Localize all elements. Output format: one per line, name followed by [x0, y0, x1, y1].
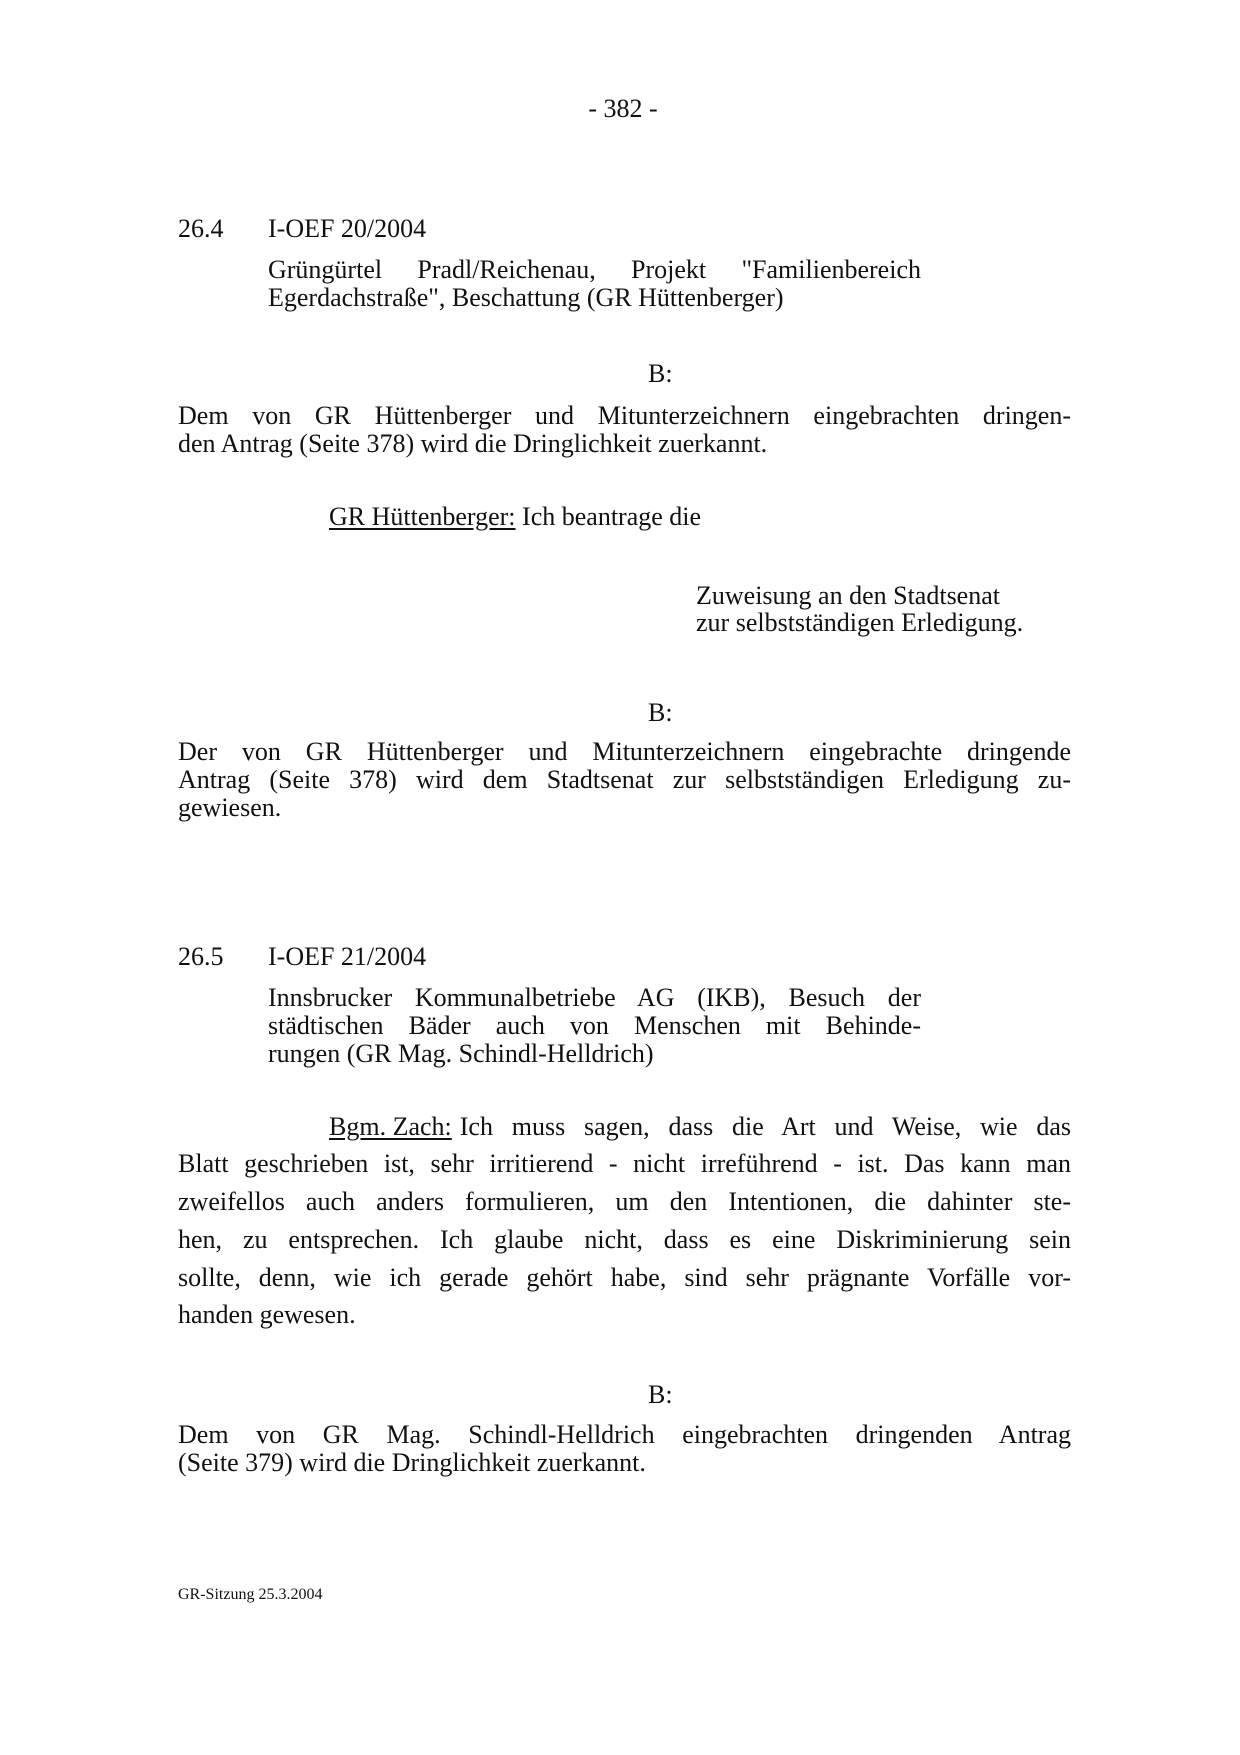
section-ref: I-OEF 21/2004 [268, 942, 427, 971]
section-ref: I-OEF 20/2004 [268, 214, 427, 243]
speaker-statement [329, 1113, 1071, 1141]
section-title-line: städtischen Bäder auch von Menschen mit Behinde- [268, 1011, 921, 1040]
speech-text: Ich beantrage die [522, 502, 702, 531]
section-title-line: Egerdachstraße", Beschattung (GR Hüttenberger) [268, 283, 784, 312]
decision-text-line: den Antrag (Seite 378) wird die Dringlichkeit zuerkannt. [178, 429, 768, 458]
decision-text-line: Antrag (Seite 378) wird dem Stadtsenat zur selbstständigen Erledigung zu- [178, 765, 1071, 794]
decision-label: B: [648, 698, 673, 727]
speech-text-line: Ich muss sagen, dass die Art und Weise, wie das [459, 1112, 1071, 1141]
decision-text-line: (Seite 379) wird die Dringlichkeit zuerkannt. [178, 1448, 646, 1477]
speech-text-line: zweifellos auch anders formulieren, um den Intentionen, die dahinter ste- [178, 1187, 1071, 1216]
section-title-line: rungen (GR Mag. Schindl-Helldrich) [268, 1039, 654, 1068]
speaker-statement [329, 503, 701, 531]
speech-text-line: handen gewesen. [178, 1300, 356, 1329]
section-number: 26.4 [178, 214, 224, 243]
speaker-name: GR Hüttenberger: [329, 502, 516, 531]
footer: GR-Sitzung 25.3.2004 [178, 1586, 323, 1603]
speaker-name: Bgm. Zach: [329, 1112, 452, 1141]
section-number: 26.5 [178, 942, 224, 971]
decision-text-line: gewiesen. [178, 793, 282, 822]
decision-text-line: Dem von GR Mag. Schindl-Helldrich eingebrachten dringenden Antrag [178, 1420, 1071, 1449]
page-number: - 382 - [588, 94, 658, 123]
decision-label: B: [648, 359, 673, 388]
speech-text-line: Blatt geschrieben ist, sehr irritierend - nicht irreführend - ist. Das kann man [178, 1149, 1071, 1178]
decision-text-line: Dem von GR Hüttenberger und Mitunterzeichnern eingebrachten dringen- [178, 401, 1071, 430]
speech-text-line: sollte, denn, wie ich gerade gehört habe, sind sehr prägnante Vorfälle vor- [178, 1263, 1071, 1292]
decision-text-line: Der von GR Hüttenberger und Mitunterzeichnern eingebrachte dringende [178, 737, 1071, 766]
section-title-line: Innsbrucker Kommunalbetriebe AG (IKB), Besuch der [268, 983, 921, 1012]
speech-text-line: hen, zu entsprechen. Ich glaube nicht, dass es eine Diskriminierung sein [178, 1225, 1071, 1254]
motion-line: zur selbstständigen Erledigung. [696, 608, 1024, 637]
motion-line: Zuweisung an den Stadtsenat [696, 581, 1000, 610]
section-title-line: Grüngürtel Pradl/Reichenau, Projekt "Familienbereich [268, 255, 921, 284]
decision-label: B: [648, 1380, 673, 1409]
